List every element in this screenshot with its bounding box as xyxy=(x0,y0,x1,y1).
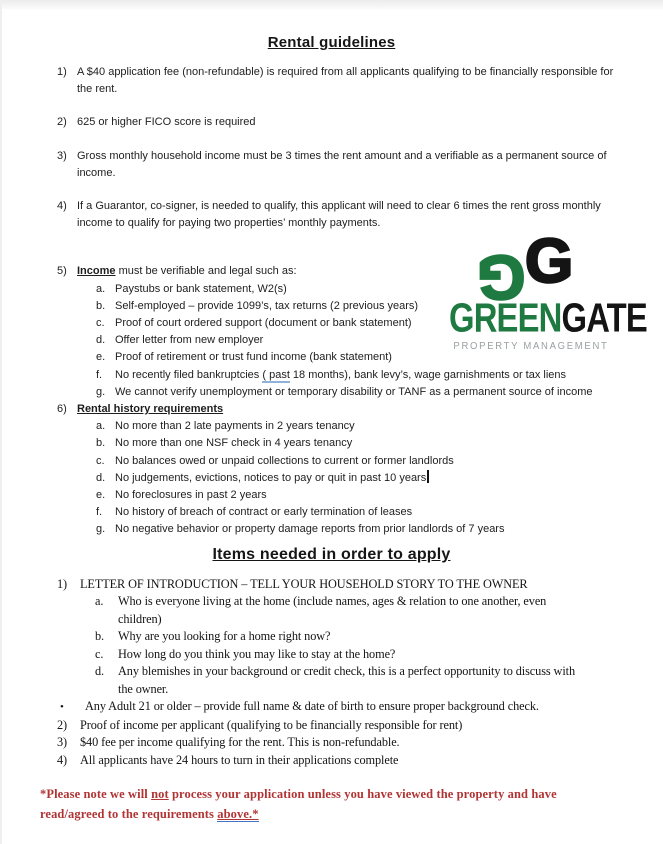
list-item xyxy=(0,734,663,752)
text-segment: Self-employed – provide 1099’s, tax returns (2 previous years) xyxy=(115,299,419,312)
text-segment: Rental history requirements xyxy=(77,403,224,416)
text-segment: ( past xyxy=(262,368,290,381)
item-text xyxy=(115,332,263,349)
list-item xyxy=(0,367,663,384)
page-title: Rental guidelines xyxy=(267,34,396,51)
text-segment: not xyxy=(151,787,169,802)
greengate-monogram-icon xyxy=(475,227,587,311)
text-segment: children) xyxy=(118,611,162,626)
list-item xyxy=(0,64,663,98)
item-marker: g. xyxy=(96,523,106,536)
text-segment: *Please note we will xyxy=(40,787,152,802)
list-item xyxy=(0,453,663,470)
item-marker: b. xyxy=(96,299,106,312)
item-marker: 1) xyxy=(57,66,67,78)
item-marker: 3) xyxy=(57,149,67,162)
text-segment: Income xyxy=(77,265,116,278)
text-segment: No balances owed or unpaid collections to current or former landlords xyxy=(115,454,454,467)
text-segment: income. xyxy=(77,166,116,179)
text-segment: Proof of income per applicant (qualifying to be financially responsible for rent) xyxy=(80,717,463,732)
item-text xyxy=(115,470,429,487)
item-text xyxy=(115,435,352,452)
item-marker: 4) xyxy=(57,752,68,767)
item-marker: f. xyxy=(96,368,103,381)
item-text xyxy=(118,646,395,664)
text-segment: the owner. xyxy=(118,681,169,696)
brand-name-green: GREEN xyxy=(449,295,562,341)
item-marker: f. xyxy=(96,506,103,519)
text-segment: No foreclosures in past 2 years xyxy=(115,489,267,502)
item-marker: 4) xyxy=(57,200,67,213)
text-segment: Any blemishes in your background or credit check, this is a perfect opportunity to discuss with xyxy=(118,664,576,679)
text-segment: Any Adult 21 or older – provide full name & date of birth to ensure proper background check. xyxy=(85,699,539,714)
text-segment: No more than one NSF check in 4 years tenancy xyxy=(115,437,353,450)
item-text xyxy=(118,628,330,646)
item-text xyxy=(115,367,566,384)
item-marker: 1) xyxy=(57,576,68,591)
list-item xyxy=(0,470,663,487)
item-text xyxy=(115,418,355,435)
item-text xyxy=(115,315,412,332)
text-cursor xyxy=(427,470,429,483)
list-item xyxy=(0,521,663,538)
text-segment: Proof of court ordered support (document or bank statement) xyxy=(115,317,412,330)
text-segment: No history of breach of contract or early termination of leases xyxy=(115,506,413,519)
list-item xyxy=(0,663,663,698)
text-segment: the rent. xyxy=(77,83,118,96)
text-segment: How long do you think you may like to stay at the home? xyxy=(118,646,396,661)
list-item xyxy=(0,148,663,182)
text-segment: read/agreed to the requirements xyxy=(40,807,218,822)
item-marker: c. xyxy=(96,317,105,330)
item-marker: b. xyxy=(95,629,105,644)
item-text xyxy=(80,752,398,770)
item-text xyxy=(77,198,601,232)
item-marker: • xyxy=(60,701,64,714)
item-marker: 2) xyxy=(57,116,67,129)
text-segment: income to qualify for paying two properties’ monthly payments. xyxy=(77,217,381,230)
item-text xyxy=(115,384,593,401)
text-segment: 625 or higher FICO score is required xyxy=(77,116,256,129)
item-text xyxy=(118,663,575,698)
black-g-icon: G xyxy=(525,227,574,296)
list-item xyxy=(0,698,663,717)
text-segment: must be verifiable and legal such as: xyxy=(115,265,297,278)
item-text xyxy=(115,453,454,470)
list-item xyxy=(0,349,663,366)
above-link[interactable]: above.* xyxy=(217,807,259,822)
item-marker: 6) xyxy=(57,403,67,416)
item-text xyxy=(77,263,297,280)
item-text xyxy=(77,148,607,182)
item-marker: 3) xyxy=(57,735,68,750)
text-segment: Who is everyone living at the home (include names, ages & relation to one another, even xyxy=(118,594,547,609)
list-item xyxy=(0,418,663,435)
text-segment: 18 months), bank levy’s, wage garnishments or tax liens xyxy=(289,368,567,381)
item-marker: d. xyxy=(95,664,105,679)
item-text xyxy=(77,64,613,98)
item-text xyxy=(118,593,546,628)
text-segment: We cannot verify unemployment or temporary disability or TANF as a permanent source of income xyxy=(115,385,593,398)
item-text xyxy=(115,487,267,504)
text-segment: No more than 2 late payments in 2 years tenancy xyxy=(115,420,355,433)
text-segment: Paystubs or bank statement, W2(s) xyxy=(115,282,287,295)
text-segment: LETTER OF INTRODUCTION – TELL YOUR HOUSEHOLD STORY TO THE OWNER xyxy=(80,576,528,591)
text-segment: Gross monthly household income must be 3 times the rent amount and a verifiable as a permanent source of xyxy=(77,149,607,162)
item-marker: d. xyxy=(96,471,106,484)
photo-top-edge xyxy=(0,0,663,9)
items-needed-list xyxy=(0,576,663,770)
text-segment: Offer letter from new employer xyxy=(115,334,264,347)
item-marker: c. xyxy=(95,646,104,661)
brand-name xyxy=(449,295,647,341)
list-item xyxy=(0,576,663,594)
item-marker: a. xyxy=(95,594,104,609)
item-text xyxy=(115,298,418,315)
text-segment: process your application unless you have viewed the property and have xyxy=(168,787,557,802)
item-text xyxy=(77,401,223,418)
list-item xyxy=(0,384,663,401)
green-g-icon: G xyxy=(477,242,526,311)
items-needed-title: Items needed in order to apply xyxy=(212,545,451,563)
text-segment: No recently filed bankruptcies xyxy=(115,368,263,381)
item-text xyxy=(80,576,528,594)
item-text xyxy=(85,698,539,716)
brand-name-black: GATE xyxy=(561,295,647,341)
list-item xyxy=(0,752,663,770)
list-item xyxy=(0,717,663,735)
text-segment: A $40 application fee (non-refundable) is required from all applicants qualifying to be financially responsible for xyxy=(77,66,614,78)
text-segment: $40 fee per income qualifying for the rent. This is non-refundable. xyxy=(80,735,400,750)
item-marker: e. xyxy=(96,489,106,502)
item-text xyxy=(115,504,412,521)
text-segment: Proof of retirement or trust fund income (bank statement) xyxy=(115,351,392,364)
item-marker: g. xyxy=(96,385,106,398)
brand-tagline: PROPERTY MANAGEMENT xyxy=(453,341,609,352)
item-marker: e. xyxy=(96,351,106,364)
item-text xyxy=(80,717,462,735)
list-item xyxy=(0,504,663,521)
list-item xyxy=(0,435,663,452)
item-marker: 5) xyxy=(57,265,67,278)
item-marker: a. xyxy=(96,282,106,295)
list-item xyxy=(0,401,663,418)
list-item xyxy=(0,114,663,131)
list-item xyxy=(0,646,663,664)
item-marker: c. xyxy=(96,454,105,467)
text-segment: All applicants have 24 hours to turn in their applications complete xyxy=(80,752,399,767)
item-text xyxy=(77,114,256,131)
text-segment: No negative behavior or property damage reports from prior landlords of 7 years xyxy=(115,523,505,536)
text-segment: If a Guarantor, co-signer, is needed to qualify, this applicant will need to clear 6 times the rent gross monthly xyxy=(77,200,601,213)
list-item xyxy=(0,593,663,628)
item-text xyxy=(115,521,504,538)
greengate-logo xyxy=(431,227,647,352)
photo-left-edge xyxy=(0,0,2,844)
footer-warning-note xyxy=(40,784,663,824)
list-item xyxy=(0,487,663,504)
item-marker: d. xyxy=(96,334,106,347)
item-marker: a. xyxy=(96,420,106,433)
item-text xyxy=(115,349,392,366)
item-text xyxy=(80,734,400,752)
text-segment: No judgements, evictions, notices to pay or quit in past 10 years xyxy=(115,471,427,484)
item-text xyxy=(115,281,287,298)
item-marker: 2) xyxy=(57,717,68,732)
text-segment: Why are you looking for a home right now? xyxy=(118,629,331,644)
item-marker: b. xyxy=(96,437,106,450)
list-item xyxy=(0,628,663,646)
